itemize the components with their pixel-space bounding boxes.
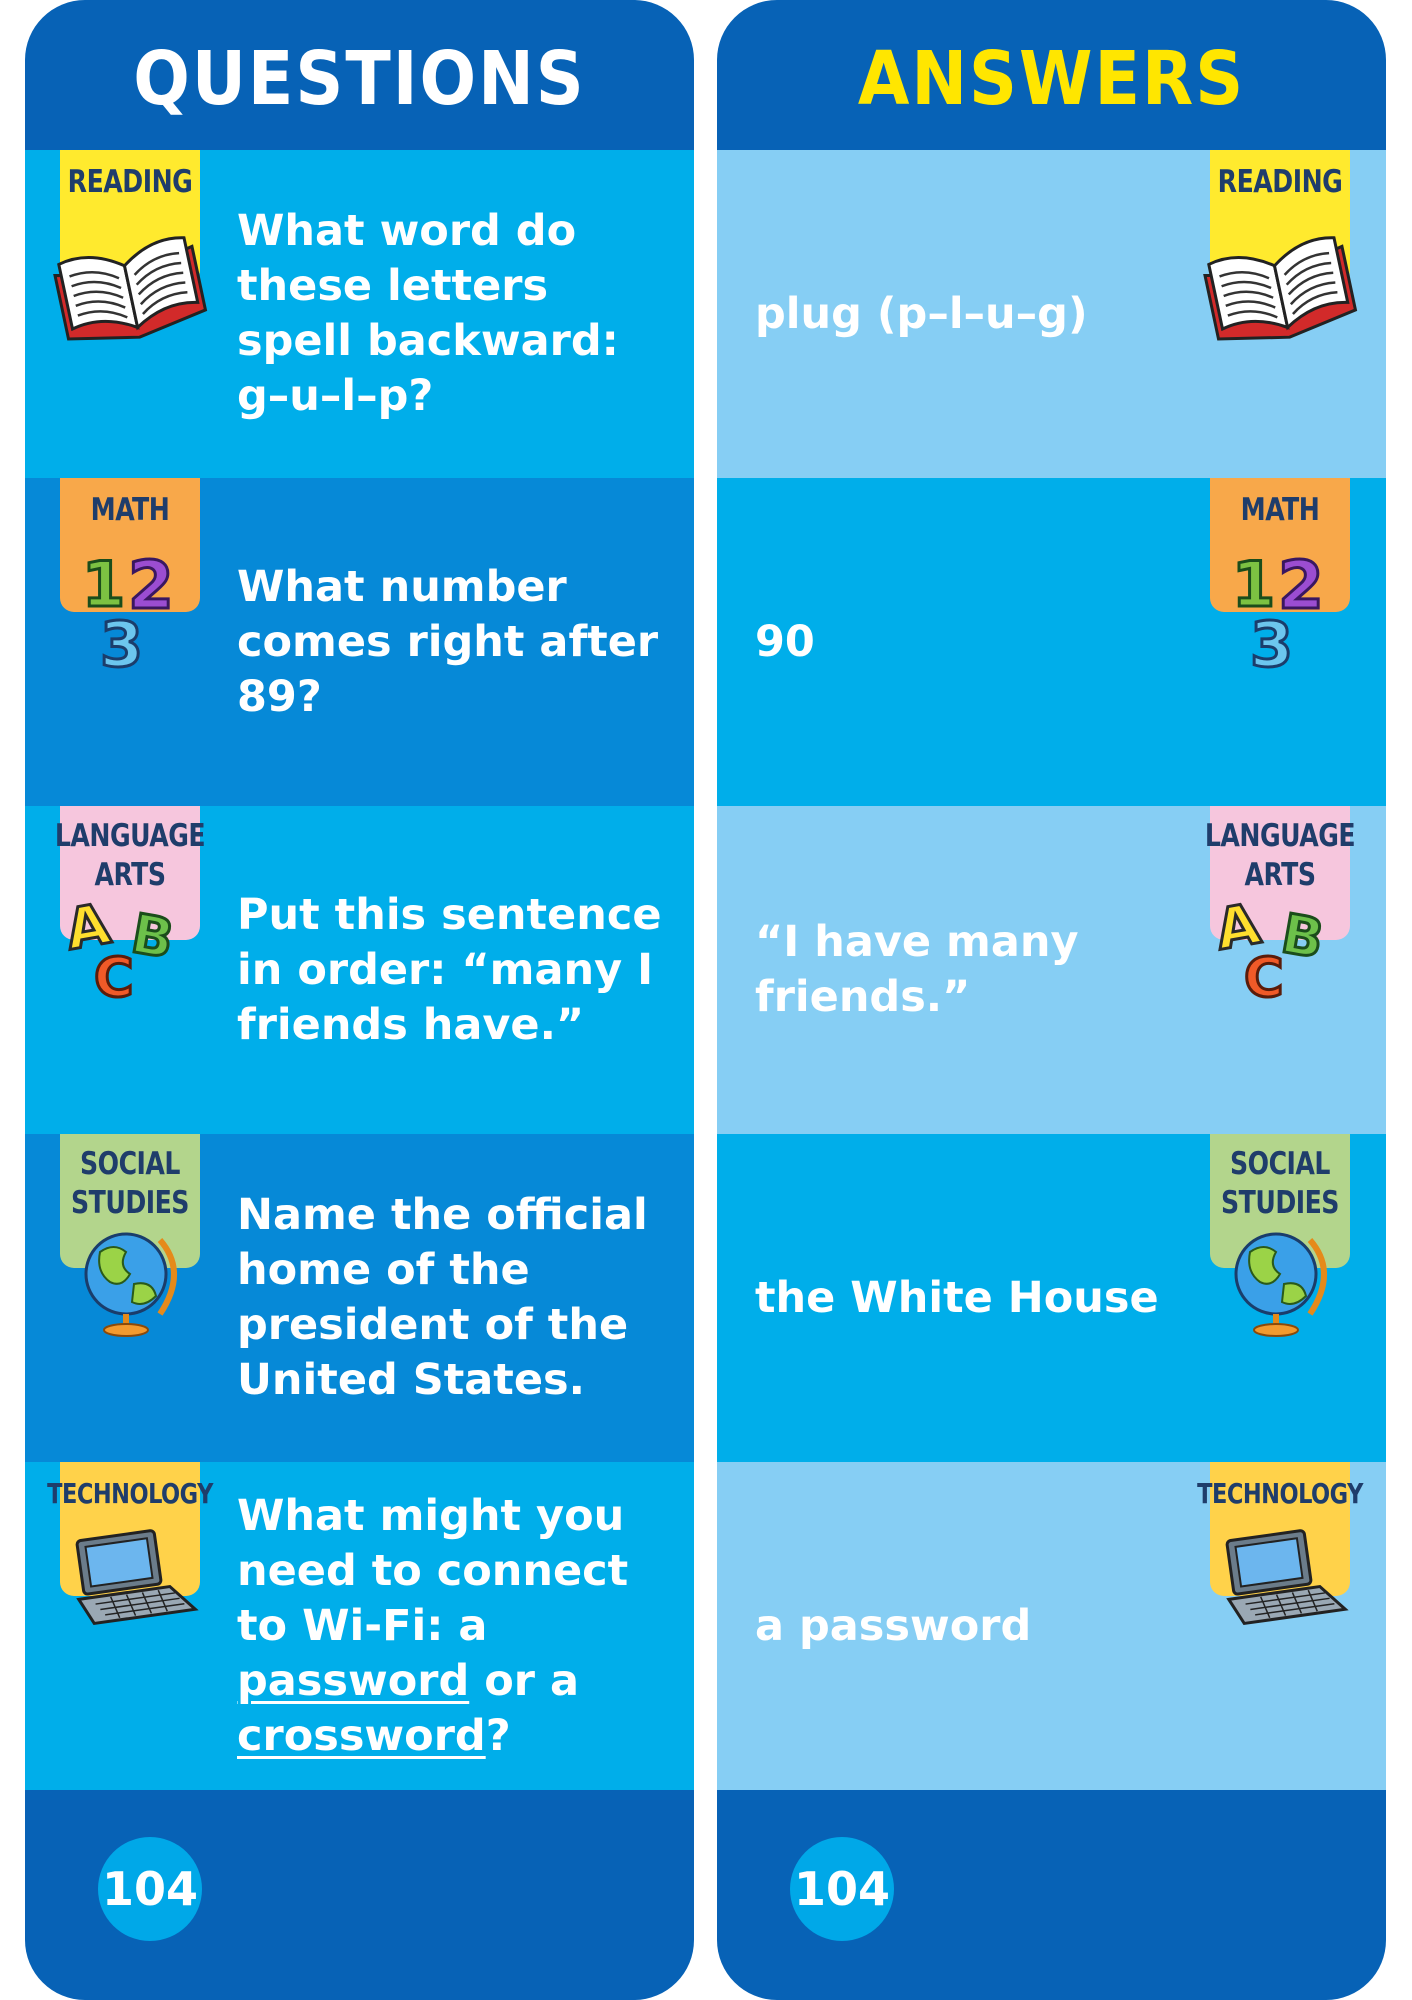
laptop-icon <box>48 1514 212 1639</box>
question-text-part: What might you need to connect to Wi-Fi: a <box>237 1490 629 1651</box>
answers-card <box>717 0 1386 2000</box>
question-text: What number comes right after 89? <box>237 561 659 722</box>
question-text-part: or a <box>469 1655 579 1706</box>
questions-title: QUESTIONS <box>133 36 586 122</box>
letters-abc-icon <box>48 876 212 1001</box>
answer-text: plug (p–l–u–g) <box>755 288 1088 339</box>
category-tag-math <box>60 478 200 673</box>
numbers-123-icon <box>48 548 212 673</box>
svg-text:B: B <box>1276 901 1329 971</box>
svg-text:C: C <box>94 946 134 1001</box>
category-label: LANGUAGE ARTS <box>1204 816 1356 894</box>
option-password: password <box>237 1655 470 1706</box>
category-label: READING <box>1217 163 1343 200</box>
category-tag-language-arts <box>54 806 206 1001</box>
category-tag-language-arts <box>1204 806 1356 1001</box>
svg-text:1: 1 <box>82 548 126 621</box>
category-label: SOCIAL STUDIES <box>71 1144 189 1222</box>
questions-card <box>25 0 694 2000</box>
answer-row-technology <box>717 1462 1386 1790</box>
page-number: 104 <box>98 1837 202 1941</box>
question-text: Name the official home of the president of the United States. <box>237 1190 648 1405</box>
answer-row-social-studies <box>717 1134 1386 1462</box>
svg-text:A: A <box>60 891 115 964</box>
book-icon <box>1198 220 1362 345</box>
answer-row-math <box>717 478 1386 806</box>
answer-text: the White House <box>755 1272 1159 1323</box>
numbers-123-icon <box>1198 548 1362 673</box>
option-crossword: crossword <box>237 1710 486 1761</box>
category-label: LANGUAGE ARTS <box>54 816 206 894</box>
question-text <box>237 1462 674 1790</box>
question-row-social-studies <box>25 1134 694 1462</box>
category-tag-math <box>1210 478 1350 673</box>
answer-text: 90 <box>755 616 815 667</box>
svg-text:3: 3 <box>1250 608 1294 673</box>
question-row-technology <box>25 1462 694 1790</box>
category-tag-reading <box>1210 150 1350 284</box>
svg-text:B: B <box>126 901 179 971</box>
question-row-language-arts <box>25 806 694 1134</box>
question-row-math <box>25 478 694 806</box>
category-tag-social-studies <box>60 1134 200 1268</box>
question-text-part: ? <box>485 1710 511 1761</box>
question-row-reading <box>25 150 694 478</box>
book-icon <box>48 220 212 345</box>
question-text: Put this sentence in order: “many I friends have.” <box>237 889 662 1050</box>
questions-header <box>25 0 694 150</box>
answer-row-reading <box>717 150 1386 478</box>
answer-text: “I have many friends.” <box>755 917 1079 1022</box>
answers-title: ANSWERS <box>857 36 1246 122</box>
page-number: 104 <box>790 1837 894 1941</box>
category-label: MATH <box>1240 491 1320 528</box>
category-tag-technology <box>47 1462 213 1596</box>
answer-row-language-arts <box>717 806 1386 1134</box>
svg-text:2: 2 <box>1278 548 1324 624</box>
laptop-icon <box>1198 1514 1362 1639</box>
answers-header <box>717 0 1386 150</box>
category-label: MATH <box>90 491 170 528</box>
category-label: READING <box>67 163 193 200</box>
letters-abc-icon <box>1198 876 1362 1001</box>
svg-text:C: C <box>1244 946 1284 1001</box>
category-label: SOCIAL STUDIES <box>1221 1144 1339 1222</box>
category-label: TECHNOLOGY <box>47 1477 213 1510</box>
answer-text: a password <box>755 1600 1032 1651</box>
globe-icon <box>1198 1222 1362 1347</box>
question-text: What word do these letters spell backward: g–u–l–p? <box>237 206 619 421</box>
svg-text:A: A <box>1210 891 1265 964</box>
category-tag-social-studies <box>1210 1134 1350 1268</box>
category-tag-technology <box>1197 1462 1363 1596</box>
category-tag-reading <box>60 150 200 284</box>
category-label: TECHNOLOGY <box>1197 1477 1363 1510</box>
globe-icon <box>48 1222 212 1347</box>
svg-text:1: 1 <box>1232 548 1276 621</box>
svg-text:2: 2 <box>128 548 174 624</box>
svg-text:3: 3 <box>100 608 144 673</box>
